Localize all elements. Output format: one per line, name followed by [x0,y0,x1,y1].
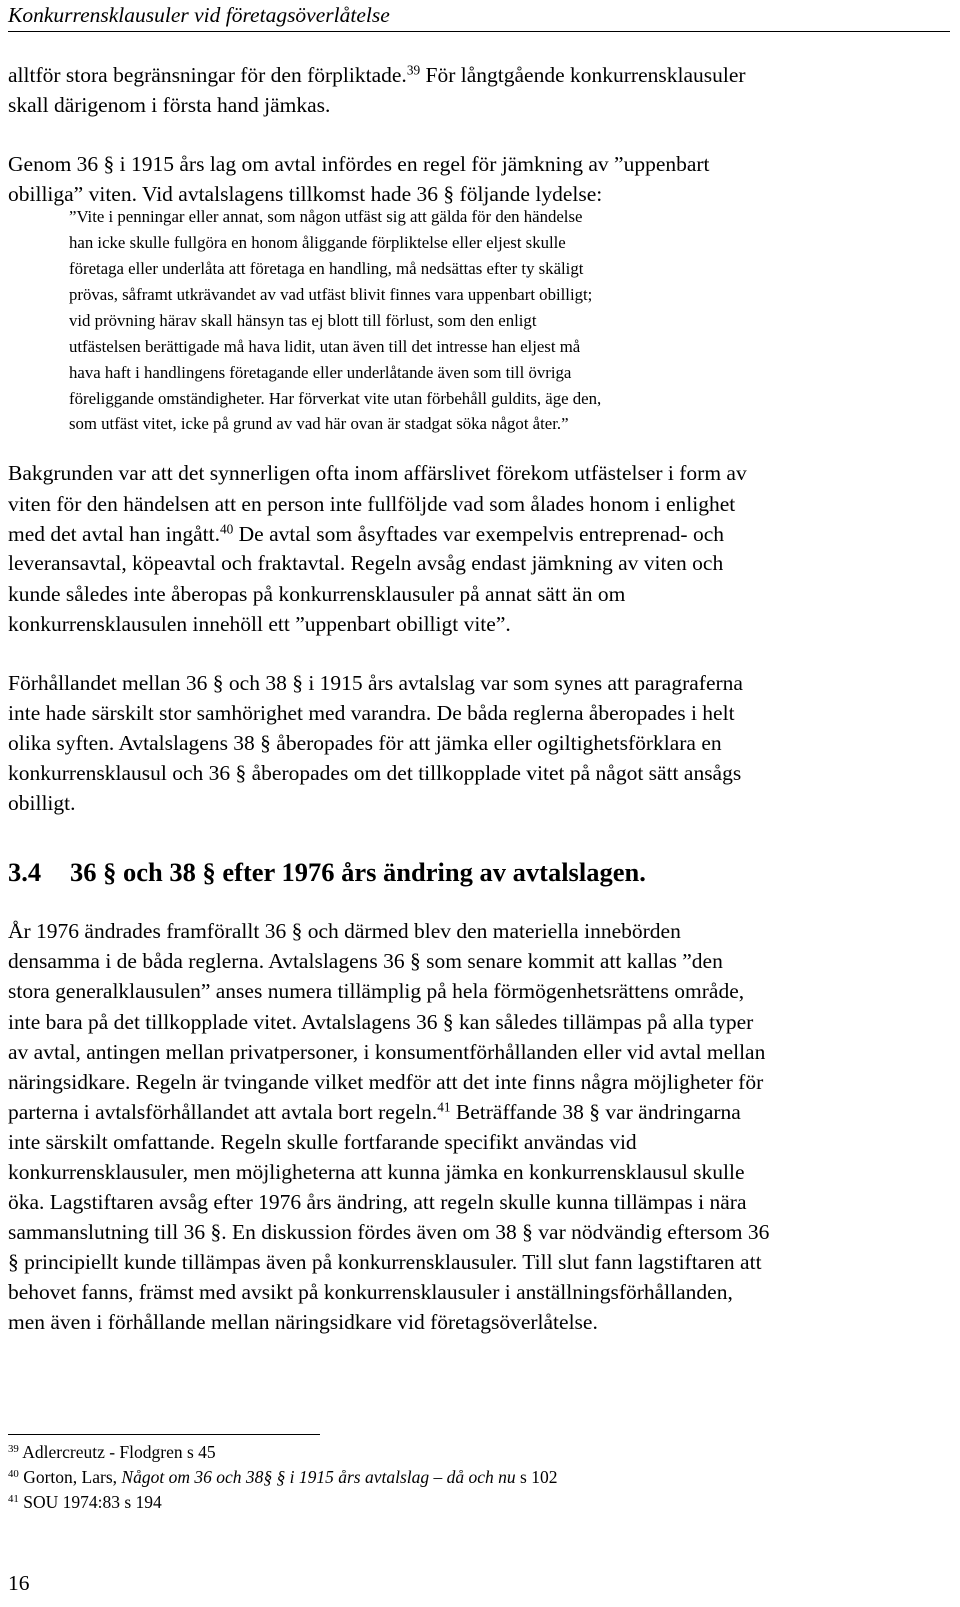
body-line: konkurrensklausul och 36 § åberopades om det tillkopplade vitet på något sätt ansågs [8,761,742,785]
body-line: § principiellt kunde tillämpas även på konkurrensklausuler. Till slut fann lagstiftaren att [8,1250,762,1274]
body-line [8,60,746,90]
body-line: inte hade särskilt stor samhörighet med varandra. De båda reglerna åberopades i helt [8,701,735,725]
body-line: men även i förhållande mellan näringsidkare vid företagsöverlåtelse. [8,1310,598,1334]
footnote-41 [8,1490,162,1514]
page-number: 16 [8,1571,30,1595]
body-line: sammanslutning till 36 §. En diskussion fördes även om 38 § var nödvändig eftersom 36 [8,1220,770,1244]
quote-line: företaga eller underlåta att företaga en handling, må nedsättas efter ty skäligt [69,259,584,278]
body-line: Förhållandet mellan 36 § och 38 § i 1915 års avtalslag var som synes att paragraferna [8,671,743,695]
footnote-number: 39 [8,1443,19,1456]
body-line: densamma i de båda reglerna. Avtalslagens 36 § som senare kommit att kallas ”den [8,949,723,973]
quote-line: prövas, såframt utkrävandet av vad utfäst blivit finnes vara uppenbart obilligt; [69,285,593,304]
footnote-number: 41 [8,1493,19,1506]
body-line: leveransavtal, köpeavtal och fraktavtal. Regeln avsåg endast jämkning av viten och [8,551,724,575]
body-line [8,1097,741,1127]
body-text: De avtal som åsyftades var exempelvis entreprenad- och [233,522,725,546]
header-rule [8,31,950,32]
body-line: obilliga” viten. Vid avtalslagens tillkomst hade 36 § följande lydelse: [8,182,603,206]
quote-line: ”Vite i penningar eller annat, som någon utfäst sig att gälda för den händelse [69,207,583,226]
running-header: Konkurrensklausuler vid företagsöverlåtelse [8,3,390,27]
body-line: näringsidkare. Regeln är tvingande vilket medför att det inte finns några möjligheter för [8,1070,764,1094]
body-line: konkurrensklausulen innehöll ett ”uppenbart obilligt vite”. [8,612,511,636]
body-line: År 1976 ändrades framförallt 36 § och därmed blev den materiella innebörden [8,919,681,943]
footnote-text: Adlercreutz - Flodgren s 45 [18,1442,216,1462]
footnote-cited-title: Något om 36 och 38§ § i 1915 års avtalslag – då och nu [121,1467,516,1487]
body-line: Bakgrunden var att det synnerligen ofta inom affärslivet förekom utfästelser i form av [8,461,747,485]
footnote-text: Gorton, Lars, [18,1467,122,1487]
quote-line: hava haft i handlingens företagande eller underlåtande även som till övriga [69,363,572,382]
body-line: behovet fanns, främst med avsikt på konkurrensklausuler i anställningsförhållanden, [8,1280,733,1304]
section-number: 3.4 [8,857,42,887]
body-text: parterna i avtalsförhållandet att avtala bort regeln. [8,1100,438,1124]
body-text: alltför stora begränsningar för den förpliktade. [8,63,407,87]
footnote-text: s 102 [515,1467,558,1487]
section-title: 36 § och 38 § efter 1976 års ändring av avtalslagen. [70,857,646,887]
body-line: obilligt. [8,791,76,815]
footnote-ref-40[interactable]: 40 [219,521,234,537]
body-line: av avtal, antingen mellan privatpersoner, i konsumentförhållanden eller vid avtal mellan [8,1040,766,1064]
body-text: med det avtal han ingått. [8,522,220,546]
body-line [8,519,724,549]
body-line: viten för den händelsen att en person inte fullföljde vad som ålades honom i enlighet [8,492,736,516]
body-line: skall därigenom i första hand jämkas. [8,93,331,117]
body-line: stora generalklausulen” anses numera tillämplig på hela förmögenhetsrättens område, [8,979,745,1003]
body-line: inte särskilt omfattande. Regeln skulle fortfarande specifikt användas vid [8,1130,637,1154]
body-line: olika syften. Avtalslagens 38 § åberopades för att jämka eller ogiltighetsförklara en [8,731,722,755]
quote-line: han icke skulle fullgöra en honom åliggande förpliktelse eller eljest skulle [69,233,566,252]
body-line: Genom 36 § i 1915 års lag om avtal infördes en regel för jämkning av ”uppenbart [8,152,710,176]
quote-line: vid prövning härav skall hänsyn tas ej blott till förlust, som den enligt [69,311,537,330]
body-text: Beträffande 38 § var ändringarna [450,1100,741,1124]
footnote-40 [8,1465,557,1489]
footnote-39 [8,1440,216,1464]
body-line: konkurrensklausuler, men möjligheterna att kunna jämka en konkurrensklausul skulle [8,1160,745,1184]
quote-line: föreliggande omständigheter. Har förverkat vite utan förbehåll guldits, äge den, [69,389,602,408]
body-line: inte bara på det tillkopplade vitet. Avtalslagens 36 § kan således tillämpas på alla typer [8,1010,754,1034]
footnote-text: SOU 1974:83 s 194 [18,1492,162,1512]
quote-line: utfästelsen berättigade må hava lidit, utan även till det intresse han eljest må [69,337,581,356]
body-line: öka. Lagstiftaren avsåg efter 1976 års ändring, att regeln skulle kunna tillämpas i nära [8,1190,747,1214]
body-text: För långtgående konkurrensklausuler [420,63,746,87]
footnote-ref-39[interactable]: 39 [406,62,421,78]
body-line: kunde således inte åberopas på konkurrensklausuler på annat sätt än om [8,582,626,606]
footnote-separator [8,1434,320,1435]
section-heading [8,856,646,888]
footnote-number: 40 [8,1468,19,1481]
quote-line: som utfäst vitet, icke på grund av vad här ovan är stadgat söka något åter.” [69,414,569,433]
footnote-ref-41[interactable]: 41 [437,1099,451,1115]
